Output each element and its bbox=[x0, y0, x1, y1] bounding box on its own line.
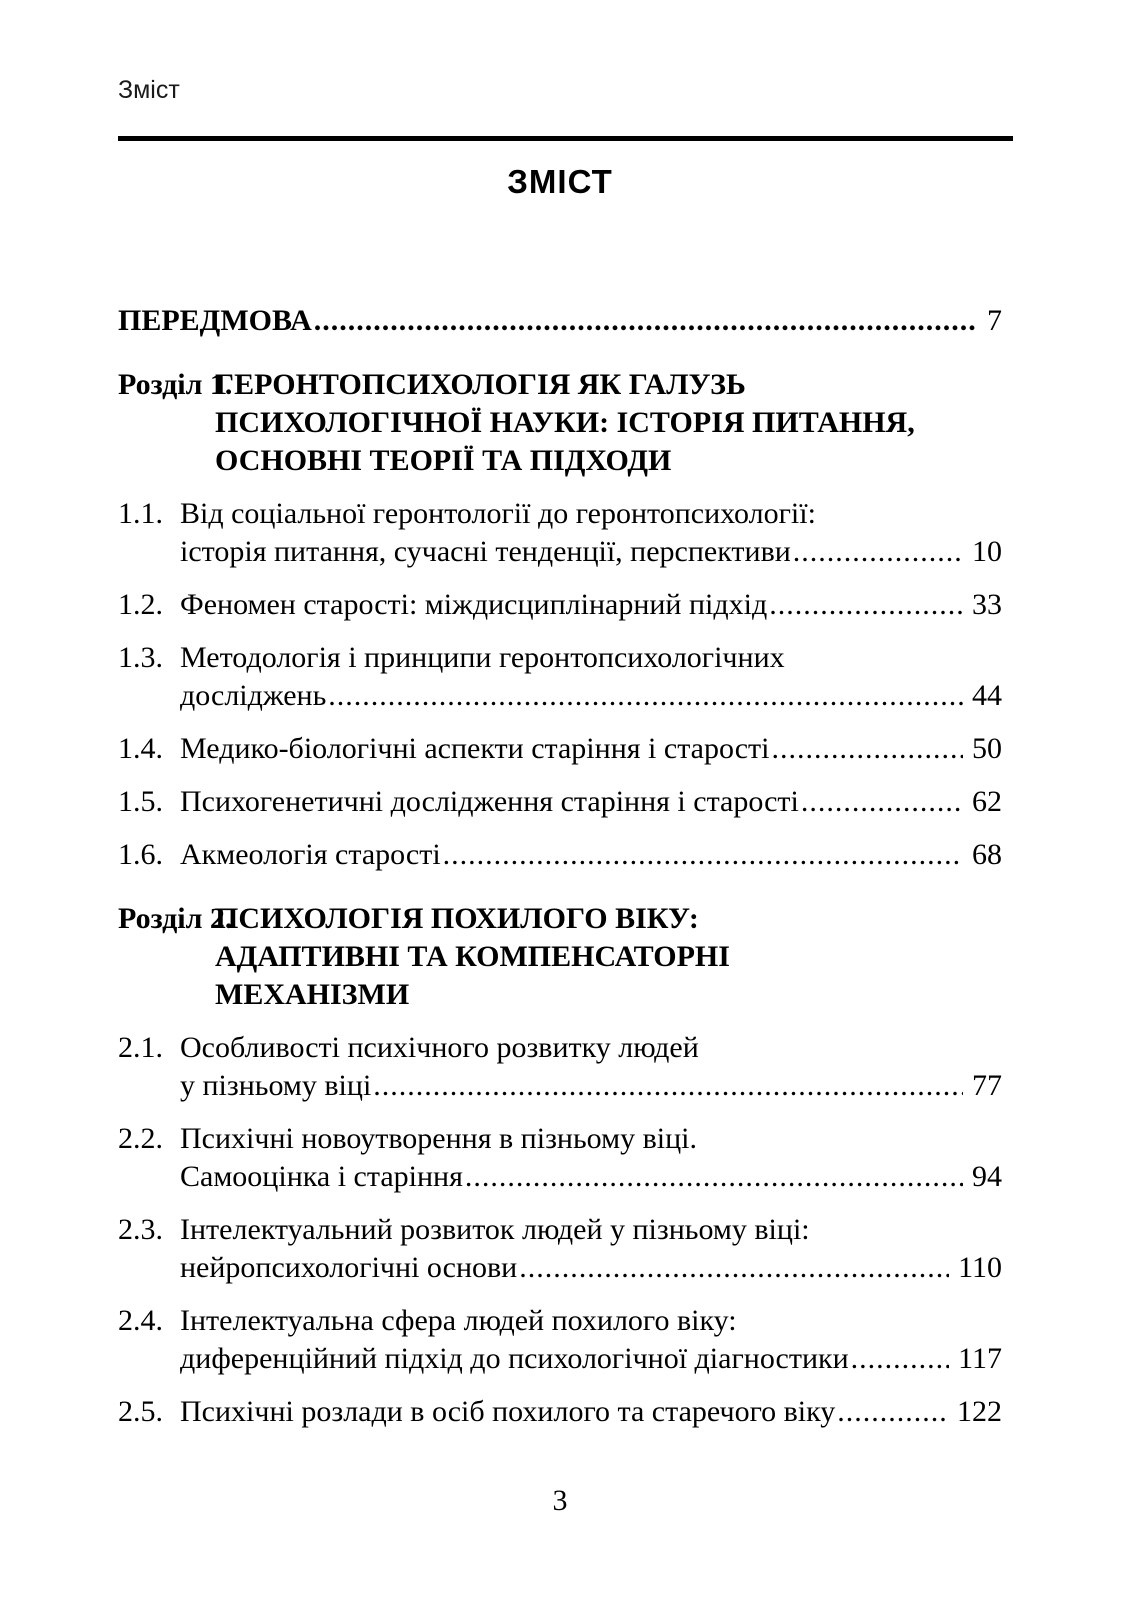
toc-entry-line: Методологія і принципи геронтопсихологічних bbox=[180, 641, 785, 674]
toc-entry-label: 1.3. bbox=[118, 641, 163, 674]
toc-entry-text: Самооцінка і старіння bbox=[180, 1160, 463, 1193]
toc-entry-body bbox=[180, 783, 1002, 821]
toc-entry-label: 1.2. bbox=[118, 588, 163, 621]
toc-entry bbox=[118, 639, 1002, 715]
toc-page-number: 122 bbox=[957, 1395, 1002, 1428]
toc-entry-body bbox=[180, 1302, 1002, 1378]
toc-entry bbox=[118, 783, 1002, 821]
toc-page-number: 50 bbox=[972, 732, 1002, 765]
dot-leader bbox=[519, 1249, 949, 1287]
toc-entry-text: історія питання, сучасні тенденції, перспективи bbox=[180, 535, 791, 568]
page-number-footer: 3 bbox=[552, 1484, 568, 1517]
toc-entry-text: досліджень bbox=[180, 679, 327, 712]
toc-entry-body bbox=[180, 639, 1002, 715]
toc-page-number: 10 bbox=[972, 535, 1002, 568]
toc-entry-label: 1.6. bbox=[118, 838, 163, 871]
toc-entry-line bbox=[180, 533, 1002, 571]
toc-chapter-entry bbox=[118, 900, 1002, 1014]
toc-entry-line: Особливості психічного розвитку людей bbox=[180, 1031, 699, 1064]
toc-entry-label: 2.1. bbox=[118, 1031, 163, 1064]
toc-entry-body bbox=[180, 730, 1002, 768]
toc-entry bbox=[118, 495, 1002, 571]
toc-entry-text: Медико-біологічні аспекти старіння і старості bbox=[180, 732, 770, 765]
toc-page-number: 7 bbox=[987, 304, 1002, 337]
toc-entry-text: у пізньому віці bbox=[180, 1069, 372, 1102]
toc-entry-text: диференційний підхід до психологічної діагностики bbox=[180, 1342, 849, 1375]
dot-leader bbox=[769, 586, 963, 624]
toc-entry bbox=[118, 730, 1002, 768]
toc-entry-line: АДАПТИВНІ ТА КОМПЕНСАТОРНІ bbox=[215, 940, 730, 973]
toc-entry-body bbox=[215, 366, 1002, 480]
toc-entry bbox=[118, 836, 1002, 874]
toc-entry-label: 2.2. bbox=[118, 1122, 163, 1155]
dot-leader bbox=[465, 1158, 963, 1196]
toc-entry bbox=[118, 1211, 1002, 1287]
toc-entry-line bbox=[180, 730, 1002, 768]
toc-entry-body bbox=[180, 1120, 1002, 1196]
toc-entry-line bbox=[180, 836, 1002, 874]
page-title: ЗМІСТ bbox=[507, 163, 613, 200]
dot-leader bbox=[443, 836, 963, 874]
toc-entry-label: 2.4. bbox=[118, 1304, 163, 1337]
toc-entry bbox=[118, 1120, 1002, 1196]
toc-page-number: 68 bbox=[972, 838, 1002, 871]
toc-entry-line: ГЕРОНТОПСИХОЛОГІЯ ЯК ГАЛУЗЬ bbox=[215, 368, 746, 401]
toc-entry-line bbox=[180, 1393, 1002, 1431]
toc-entry-label: 1.1. bbox=[118, 497, 163, 530]
toc-entry-body bbox=[180, 1393, 1002, 1431]
toc-entry-line bbox=[180, 1158, 1002, 1196]
toc-entry-line bbox=[180, 1067, 1002, 1105]
toc-entry-line: Психічні новоутворення в пізньому віці. bbox=[180, 1122, 697, 1155]
toc-entry-line bbox=[180, 783, 1002, 821]
toc-entry-body bbox=[180, 1029, 1002, 1105]
dot-leader bbox=[793, 533, 963, 571]
toc-entry-title: ПЕРЕДМОВА bbox=[118, 304, 312, 337]
toc-entry-label: 1.4. bbox=[118, 732, 163, 765]
toc-entry-label: Розділ 1. bbox=[118, 368, 233, 401]
toc-entry bbox=[118, 1029, 1002, 1105]
toc-entry-text: нейропсихологічні основи bbox=[180, 1251, 518, 1284]
toc-entry-line bbox=[180, 1340, 1002, 1378]
toc-page-number: 33 bbox=[972, 588, 1002, 621]
toc-entry-label: Розділ 2. bbox=[118, 902, 233, 935]
toc-entry bbox=[118, 1393, 1002, 1431]
toc-page-number: 62 bbox=[972, 785, 1002, 818]
toc-entry bbox=[118, 302, 1002, 340]
header-rule bbox=[118, 136, 1013, 141]
toc-entry-body bbox=[180, 1211, 1002, 1287]
toc-entry bbox=[118, 586, 1002, 624]
dot-leader bbox=[314, 302, 978, 340]
dot-leader bbox=[373, 1067, 963, 1105]
toc-entry-text: Психічні розлади в осіб похилого та старечого віку bbox=[180, 1395, 836, 1428]
toc-entry-line: Інтелектуальна сфера людей похилого віку: bbox=[180, 1304, 737, 1337]
toc-entry-body bbox=[215, 900, 1002, 1014]
toc-entry-label: 2.5. bbox=[118, 1395, 163, 1428]
toc-page-number: 110 bbox=[958, 1251, 1002, 1284]
toc-entry-body bbox=[180, 586, 1002, 624]
dot-leader bbox=[801, 783, 963, 821]
toc-entry-line: ПСИХОЛОГІЯ ПОХИЛОГО ВІКУ: bbox=[215, 902, 699, 935]
toc-entry bbox=[118, 1302, 1002, 1378]
dot-leader bbox=[772, 730, 964, 768]
running-header: Зміст bbox=[118, 76, 180, 104]
toc-page-number: 44 bbox=[972, 679, 1002, 712]
toc-entry-line: ОСНОВНІ ТЕОРІЇ ТА ПІДХОДИ bbox=[215, 444, 672, 477]
toc-page-number: 117 bbox=[958, 1342, 1002, 1375]
toc-entry-text: Акмеологія старості bbox=[180, 838, 441, 871]
toc-entry-line: Інтелектуальний розвиток людей у пізньому віці: bbox=[180, 1213, 810, 1246]
toc-entry-line bbox=[180, 1249, 1002, 1287]
toc-entry-body bbox=[180, 836, 1002, 874]
toc-entry-text: Психогенетичні дослідження старіння і старості bbox=[180, 785, 799, 818]
toc-page-number: 94 bbox=[972, 1160, 1002, 1193]
dot-leader bbox=[837, 1393, 948, 1431]
toc-page-number: 77 bbox=[972, 1069, 1002, 1102]
toc-entry-line: ПСИХОЛОГІЧНОЇ НАУКИ: ІСТОРІЯ ПИТАННЯ, bbox=[215, 406, 915, 439]
dot-leader bbox=[851, 1340, 949, 1378]
toc-entry-text: Феномен старості: міждисциплінарний підхід bbox=[180, 588, 768, 621]
toc-entry-line: МЕХАНІЗМИ bbox=[215, 978, 410, 1011]
toc-entry-label: 1.5. bbox=[118, 785, 163, 818]
dot-leader bbox=[328, 677, 963, 715]
toc-entry-line: Від соціальної геронтології до геронтопсихології: bbox=[180, 497, 816, 530]
toc-chapter-entry bbox=[118, 366, 1002, 480]
toc-list bbox=[118, 302, 1002, 1431]
toc-entry-line bbox=[180, 586, 1002, 624]
toc-entry-body bbox=[180, 495, 1002, 571]
toc-entry-line bbox=[180, 677, 1002, 715]
toc-entry-label: 2.3. bbox=[118, 1213, 163, 1246]
